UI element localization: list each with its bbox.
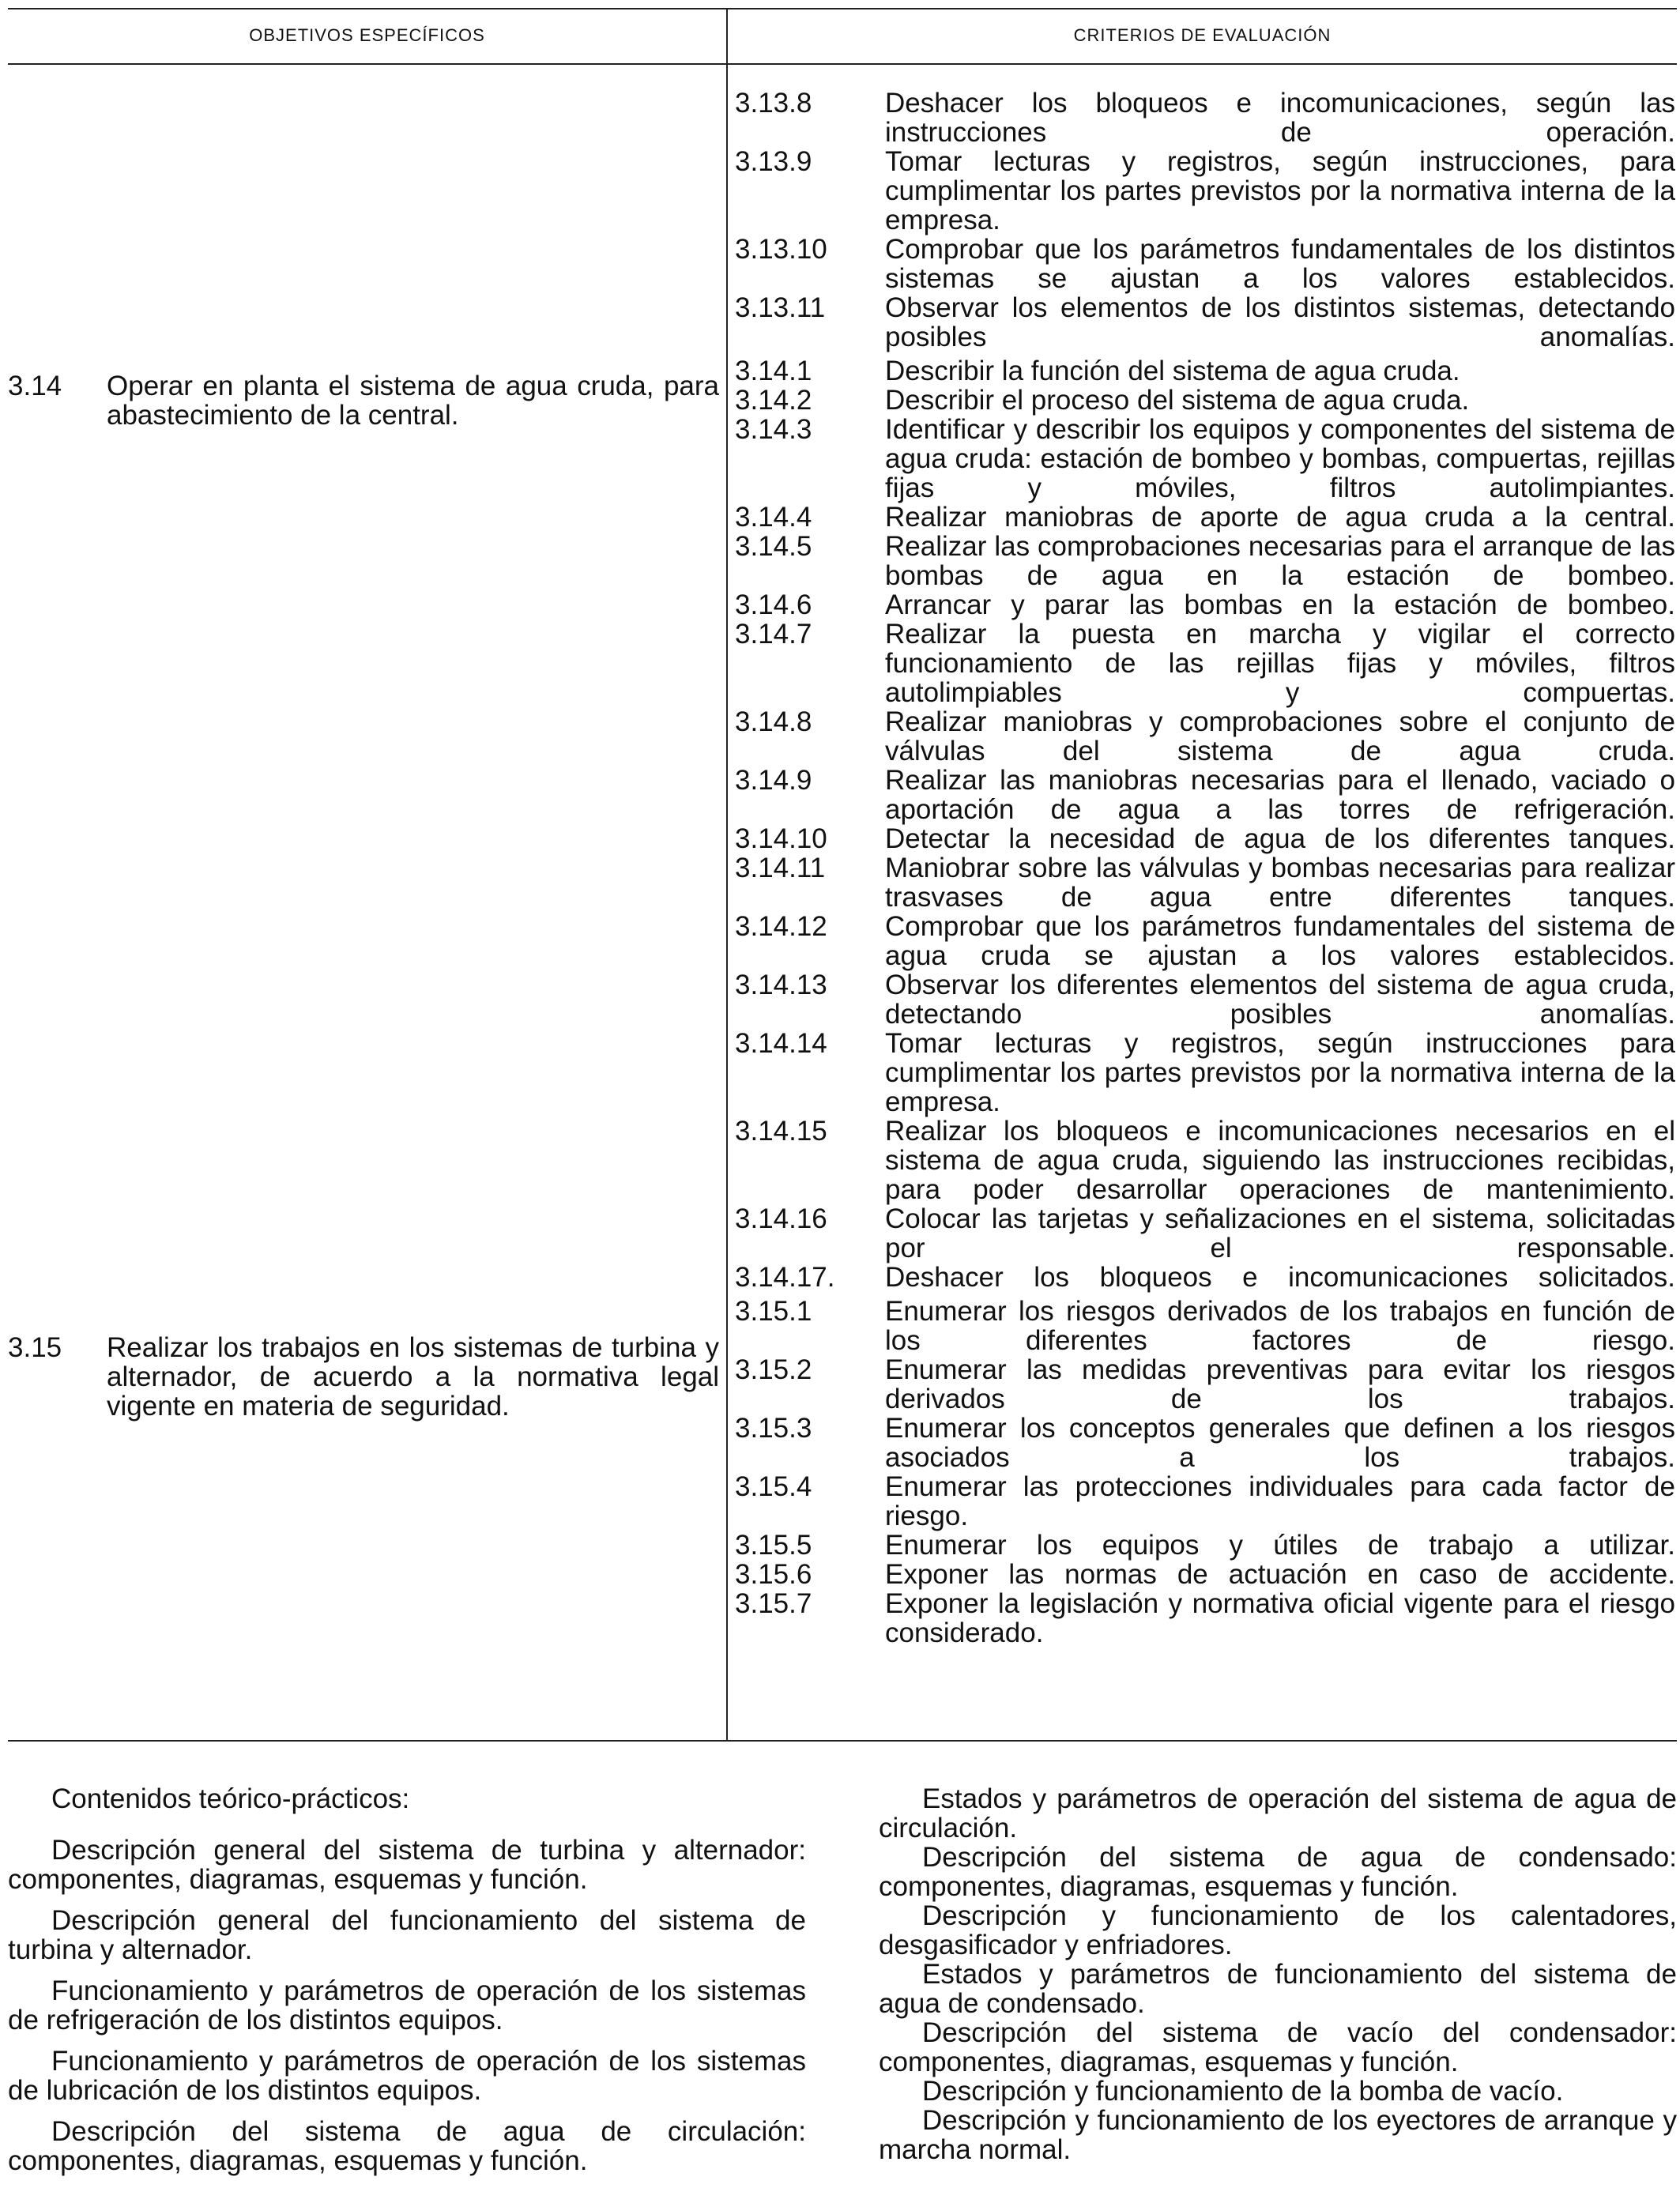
criterion-number: 3.15.5 <box>735 1530 812 1561</box>
contents-paragraph: Descripción y funcionamiento de los eyectores de arranque y marcha normal. <box>879 2105 1677 2165</box>
column-header-objectives: OBJETIVOS ESPECÍFICOS <box>249 25 485 45</box>
criterion-text: Exponer las normas de actuación en caso de accidente. <box>885 1559 1675 1590</box>
objective-text: Operar en planta el sistema de agua cruda, para abastecimiento de la central. <box>107 371 719 431</box>
contents-paragraph: Descripción del sistema de agua de condensado: componentes, diagramas, esquemas y función. <box>879 1842 1677 1902</box>
criterion-number: 3.14.3 <box>735 414 812 445</box>
criterion-item <box>735 88 1675 147</box>
criterion-number: 3.14.15 <box>735 1116 827 1147</box>
criterion-text: Tomar lecturas y registros, según instrucciones, para cumplimentar los partes previstos por la normativa interna de la empresa. <box>885 146 1675 235</box>
contents-paragraph: Descripción general del sistema de turbina y alternador: componentes, diagramas, esquemas y función. <box>8 1835 806 1895</box>
criterion-item <box>735 415 1675 503</box>
criterion-number: 3.13.8 <box>735 88 812 119</box>
contents-paragraph: Descripción del sistema de vacío del condensador: componentes, diagramas, esquemas y función. <box>879 2017 1677 2077</box>
criterion-number: 3.14.13 <box>735 970 827 1000</box>
criterion-number: 3.14.14 <box>735 1028 827 1059</box>
criterion-text: Describir la función del sistema de agua cruda. <box>885 356 1460 386</box>
criterion-text: Realizar maniobras y comprobaciones sobre el conjunto de válvulas del sistema de agua cruda. <box>885 706 1675 766</box>
criterion-number: 3.14.9 <box>735 765 812 796</box>
table-top-rule <box>8 8 1677 9</box>
criterion-item <box>735 293 1675 352</box>
criterion-item <box>735 1263 1675 1292</box>
criterion-number: 3.14.5 <box>735 531 812 562</box>
contents-paragraph: Estados y parámetros de operación del sistema de agua de circulación. <box>879 1783 1677 1843</box>
column-divider <box>726 8 728 1740</box>
contents-paragraph: Descripción del sistema de agua de circulación: componentes, diagramas, esquemas y función. <box>8 2116 806 2176</box>
criterion-number: 3.15.3 <box>735 1413 812 1444</box>
criterion-item <box>735 1472 1675 1531</box>
criterion-item <box>735 1029 1675 1117</box>
contents-paragraph: Funcionamiento y parámetros de operación de los sistemas de lubricación de los distintos equipos. <box>8 2046 806 2106</box>
contents-heading: Contenidos teórico-prácticos: <box>51 1783 410 1814</box>
criterion-item <box>735 235 1675 293</box>
criterion-number: 3.15.2 <box>735 1354 812 1385</box>
criterion-text: Observar los elementos de los distintos sistemas, detectando posibles anomalías. <box>885 292 1675 352</box>
criterion-text: Describir el proceso del sistema de agua cruda. <box>885 385 1470 416</box>
criterion-item <box>735 970 1675 1029</box>
criterion-text: Exponer la legislación y normativa oficial vigente para el riesgo considerado. <box>885 1588 1675 1648</box>
criterion-number: 3.14.7 <box>735 619 812 650</box>
criterion-item <box>735 1531 1675 1560</box>
criterion-text: Tomar lecturas y registros, según instrucciones para cumplimentar los partes previstos por la normativa interna de la empresa. <box>885 1028 1675 1117</box>
criterion-text: Identificar y describir los equipos y componentes del sistema de agua cruda: estación de bombeo y bombas, compuertas, rejillas fijas y móviles, filtros autolimpiantes. <box>885 414 1675 503</box>
contents-paragraph: Descripción y funcionamiento de los calentadores, desgasificador y enfriadores. <box>879 1900 1677 1960</box>
criteria-list <box>735 88 1675 1648</box>
criterion-number: 3.15.1 <box>735 1296 812 1327</box>
objective-item <box>8 371 719 430</box>
criterion-item <box>735 1414 1675 1472</box>
criterion-text: Detectar la necesidad de agua de los diferentes tanques. <box>885 823 1675 854</box>
objective-text: Realizar los trabajos en los sistemas de turbina y alternador, de acuerdo a la normativa legal vigente en materia de seguridad. <box>107 1332 719 1422</box>
criterion-item <box>735 619 1675 707</box>
criterion-number: 3.14.1 <box>735 356 812 386</box>
criterion-item <box>735 590 1675 619</box>
criterion-number: 3.15.4 <box>735 1471 812 1502</box>
criterion-text: Realizar las maniobras necesarias para el llenado, vaciado o aportación de agua a las torres de refrigeración. <box>885 765 1675 825</box>
criterion-number: 3.14.16 <box>735 1203 827 1234</box>
criterion-number: 3.13.11 <box>735 292 826 323</box>
criterion-text: Enumerar las protecciones individuales para cada factor de riesgo. <box>885 1471 1675 1531</box>
contents-paragraph: Descripción y funcionamiento de la bomba de vacío. <box>922 2076 1564 2107</box>
criterion-item <box>735 532 1675 590</box>
criterion-item <box>735 1589 1675 1648</box>
criterion-text: Arrancar y parar las bombas en la estación de bombeo. <box>885 589 1675 620</box>
criterion-text: Colocar las tarjetas y señalizaciones en el sistema, solicitadas por el responsable. <box>885 1203 1675 1263</box>
criterion-item <box>735 503 1675 532</box>
criterion-text: Realizar la puesta en marcha y vigilar el correcto funcionamiento de las rejillas fijas y móviles, filtros autolimpiables y compuertas. <box>885 619 1675 708</box>
objective-number: 3.15 <box>8 1332 62 1363</box>
criterion-text: Deshacer los bloqueos e incomunicaciones, según las instrucciones de operación. <box>885 88 1675 148</box>
criterion-number: 3.14.8 <box>735 706 812 737</box>
criterion-item <box>735 1355 1675 1414</box>
criterion-text: Realizar los bloqueos e incomunicaciones necesarios en el sistema de agua cruda, siguiendo las instrucciones recibidas, para poder desarrollar operaciones de mantenimiento. <box>885 1116 1675 1205</box>
criterion-number: 3.13.10 <box>735 234 827 265</box>
criterion-item <box>735 912 1675 970</box>
objective-item <box>8 1333 719 1421</box>
criterion-item <box>735 1560 1675 1589</box>
criterion-text: Observar los diferentes elementos del sistema de agua cruda, detectando posibles anomalías. <box>885 970 1675 1030</box>
criterion-number: 3.14.17. <box>735 1262 835 1293</box>
contents-column-right <box>879 1784 1677 2164</box>
criterion-text: Comprobar que los parámetros fundamentales de los distintos sistemas se ajustan a los valores establecidos. <box>885 234 1675 294</box>
criterion-text: Deshacer los bloqueos e incomunicaciones solicitados. <box>885 1262 1675 1293</box>
criterion-number: 3.14.10 <box>735 823 827 854</box>
criterion-text: Enumerar las medidas preventivas para evitar los riesgos derivados de los trabajos. <box>885 1354 1675 1414</box>
column-header-criteria: CRITERIOS DE EVALUACIÓN <box>1073 25 1332 45</box>
contents-paragraph: Estados y parámetros de funcionamiento del sistema de agua de condensado. <box>879 1959 1677 2019</box>
criterion-text: Enumerar los conceptos generales que definen a los riesgos asociados a los trabajos. <box>885 1413 1675 1473</box>
criterion-number: 3.14.12 <box>735 911 827 942</box>
table-bottom-rule <box>8 1740 1677 1742</box>
contents-column-left <box>8 1784 806 2187</box>
criterion-number: 3.14.6 <box>735 589 812 620</box>
criterion-item <box>735 1117 1675 1204</box>
contents-paragraph: Descripción general del funcionamiento del sistema de turbina y alternador. <box>8 1905 806 1965</box>
criterion-number: 3.14.11 <box>735 853 826 883</box>
criterion-item <box>735 147 1675 235</box>
criterion-item <box>735 824 1675 853</box>
header-separator-rule <box>8 63 1677 65</box>
criterion-text: Comprobar que los parámetros fundamentales del sistema de agua cruda se ajustan a los valores establecidos. <box>885 911 1675 971</box>
criterion-number: 3.14.2 <box>735 385 812 416</box>
criterion-number: 3.15.7 <box>735 1588 812 1619</box>
criterion-number: 3.14.4 <box>735 502 812 533</box>
criterion-item <box>735 1297 1675 1355</box>
criterion-number: 3.15.6 <box>735 1559 812 1590</box>
criterion-text: Enumerar los riesgos derivados de los trabajos en función de los diferentes factores de riesgo. <box>885 1296 1675 1356</box>
criterion-item <box>735 853 1675 912</box>
criterion-text: Realizar las comprobaciones necesarias para el arranque de las bombas de agua en la estación de bombeo. <box>885 531 1675 591</box>
criterion-item <box>735 356 1675 386</box>
criterion-text: Maniobrar sobre las válvulas y bombas necesarias para realizar trasvases de agua entre diferentes tanques. <box>885 853 1675 913</box>
criterion-item <box>735 766 1675 824</box>
contents-paragraph: Funcionamiento y parámetros de operación de los sistemas de refrigeración de los distintos equipos. <box>8 1975 806 2035</box>
criterion-text: Realizar maniobras de aporte de agua cruda a la central. <box>885 502 1675 533</box>
criterion-item <box>735 1204 1675 1263</box>
criterion-number: 3.13.9 <box>735 146 812 177</box>
criterion-item <box>735 386 1675 415</box>
criterion-text: Enumerar los equipos y útiles de trabajo a utilizar. <box>885 1530 1675 1561</box>
objective-number: 3.14 <box>8 371 62 401</box>
criterion-item <box>735 707 1675 766</box>
